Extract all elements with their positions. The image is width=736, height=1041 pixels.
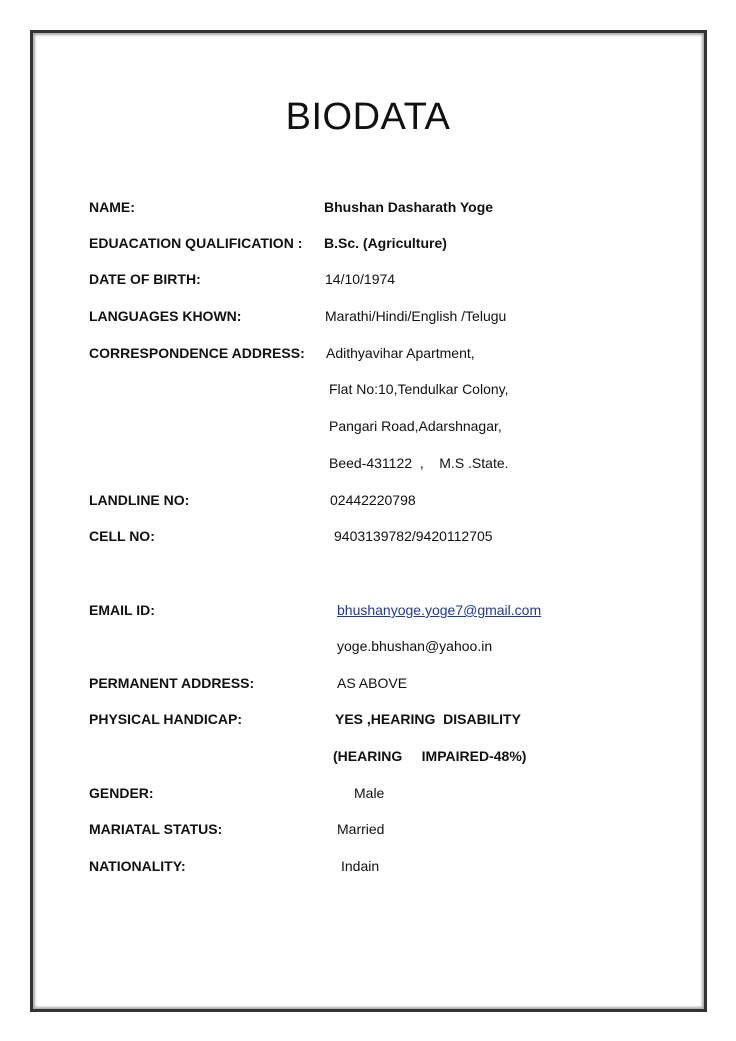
label-education: EDUACATION QUALIFICATION :	[89, 235, 303, 251]
value-handicap-line-2: (HEARING IMPAIRED-48%)	[333, 748, 527, 764]
value-nationality: Indain	[341, 858, 380, 874]
value-gender: Male	[354, 785, 385, 801]
value-cell: 9403139782/9420112705	[334, 528, 493, 544]
address-line-3: Pangari Road,Adarshnagar,	[329, 418, 502, 434]
label-correspondence-address: CORRESPONDENCE ADDRESS:	[89, 345, 305, 361]
value-landline: 02442220798	[330, 492, 416, 508]
label-languages: LANGUAGES KHOWN:	[89, 308, 242, 324]
page-title: BIODATA	[285, 96, 451, 138]
value-name: Bhushan Dasharath Yoge	[324, 199, 494, 215]
value-marital-status: Married	[337, 821, 385, 837]
address-line-1: Adithyavihar Apartment,	[326, 345, 475, 361]
address-line-2: Flat No:10,Tendulkar Colony,	[329, 381, 509, 397]
address-line-4: Beed-431122 , M.S .State.	[329, 455, 509, 471]
value-handicap-line-1: YES ,HEARING DISABILITY	[335, 711, 521, 727]
value-dob: 14/10/1974	[325, 271, 396, 287]
label-marital-status: MARIATAL STATUS:	[89, 821, 223, 837]
label-nationality: NATIONALITY:	[89, 858, 186, 874]
label-physical-handicap: PHYSICAL HANDICAP:	[89, 711, 242, 727]
value-education: B.Sc. (Agriculture)	[324, 235, 447, 251]
value-languages: Marathi/Hindi/English /Telugu	[325, 308, 507, 324]
label-gender: GENDER:	[89, 785, 154, 801]
label-permanent-address: PERMANENT ADDRESS:	[89, 675, 255, 691]
email-link-gmail[interactable]: bhushanyoge.yoge7@gmail.com	[337, 602, 542, 618]
label-email: EMAIL ID:	[89, 602, 155, 618]
value-permanent-address: AS ABOVE	[337, 675, 408, 691]
label-landline: LANDLINE NO:	[89, 492, 190, 508]
label-cell: CELL NO:	[89, 528, 155, 544]
label-dob: DATE OF BIRTH:	[89, 271, 201, 287]
label-name: NAME:	[89, 199, 135, 215]
value-email-yahoo: yoge.bhushan@yahoo.in	[337, 638, 493, 654]
